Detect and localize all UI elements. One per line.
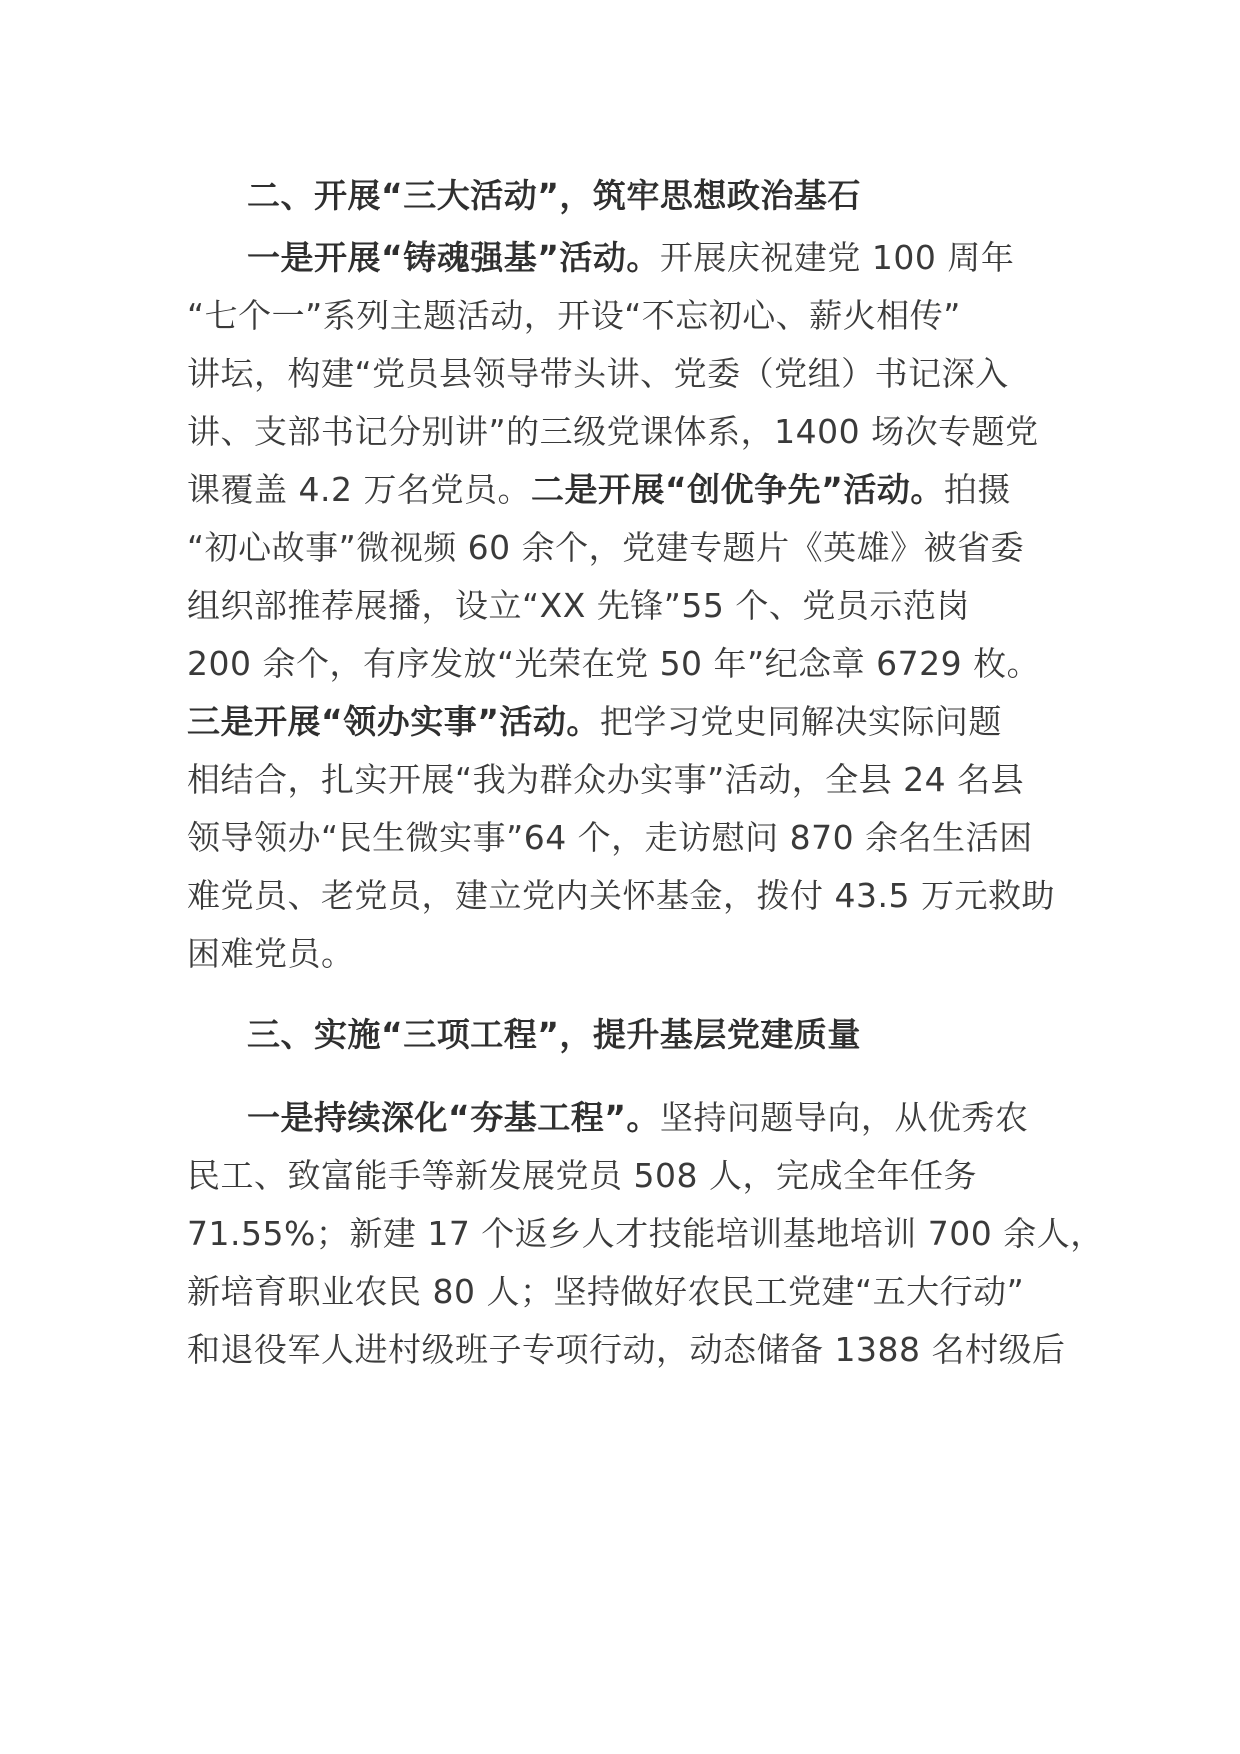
paragraph-line (247, 238, 1147, 278)
paragraph-line: “七个一”系列主题活动，开设“不忘初心、薪火相传” (187, 296, 961, 335)
paragraph-line: 讲、支部书记分别讲”的三级党课体系，1400 场次专题党 (187, 412, 1039, 451)
paragraph-line: 71.55%；新建 17 个返乡人才技能培训基地培训 700 余人， (187, 1214, 1104, 1253)
body-text: 课覆盖 4.2 万名党员。 (187, 470, 531, 509)
paragraph-line (187, 470, 1087, 510)
paragraph-line: 困难党员。 (187, 934, 355, 973)
paragraph-line: 新培育职业农民 80 人；坚持做好农民工党建“五大行动” (187, 1272, 1025, 1311)
paragraph-line: 民工、致富能手等新发展党员 508 人，完成全年任务 (187, 1156, 977, 1195)
body-text: 把学习党史同解决实际问题 (599, 702, 1002, 741)
bold-lead: 二是开展“创优争先”活动。 (530, 470, 944, 509)
paragraph-line: 讲坛，构建“党员县领导带头讲、党委（党组）书记深入 (187, 354, 1009, 393)
bold-lead: 一是开展“铸魂强基”活动。 (247, 238, 660, 277)
bold-lead: 一是持续深化“夯基工程”。 (247, 1098, 660, 1137)
paragraph-line (247, 1098, 1147, 1138)
paragraph-line (187, 702, 1087, 742)
section-heading-two: 二、开展“三大活动”，筑牢思想政治基石 (247, 176, 861, 215)
section-heading-three: 三、实施“三项工程”，提升基层党建质量 (247, 1015, 861, 1054)
paragraph-line: 组织部推荐展播，设立“XX 先锋”55 个、党员示范岗 (187, 586, 970, 625)
paragraph-line: “初心故事”微视频 60 余个，党建专题片《英雄》被省委 (187, 528, 1025, 567)
body-text: 拍摄 (943, 470, 1011, 509)
body-text: 坚持问题导向，从优秀农 (659, 1098, 1029, 1137)
paragraph-line: 和退役军人进村级班子专项行动，动态储备 1388 名村级后 (187, 1330, 1066, 1369)
bold-lead: 三是开展“领办实事”活动。 (187, 702, 600, 741)
paragraph-line: 领导领办“民生微实事”64 个，走访慰问 870 余名生活困 (187, 818, 1033, 857)
paragraph-line: 难党员、老党员，建立党内关怀基金，拨付 43.5 万元救助 (187, 876, 1055, 915)
body-text: 开展庆祝建党 100 周年 (659, 238, 1015, 277)
paragraph-line: 200 余个，有序发放“光荣在党 50 年”纪念章 6729 枚。 (187, 644, 1041, 683)
paragraph-line: 相结合，扎实开展“我为群众办实事”活动，全县 24 名县 (187, 760, 1025, 799)
